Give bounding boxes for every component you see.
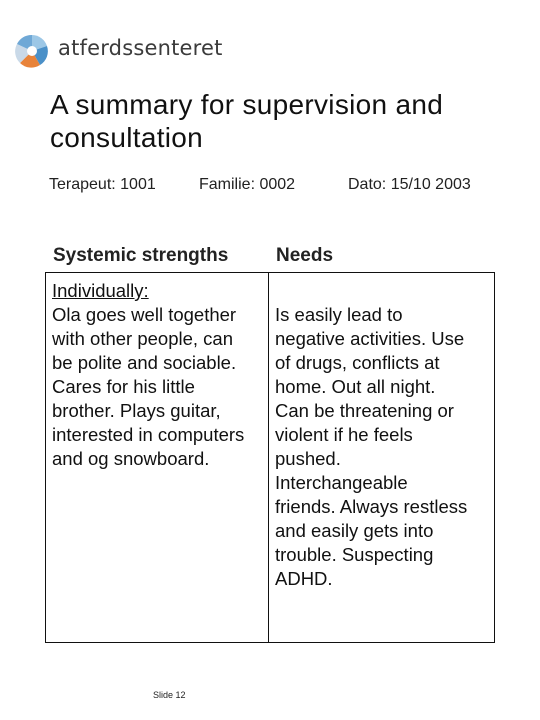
needs-line: trouble. Suspecting xyxy=(275,544,434,565)
page-title: A summary for supervision and consultation xyxy=(50,89,444,153)
needs-line: violent if he feels xyxy=(275,424,413,445)
needs-cell xyxy=(275,279,491,591)
slide-number: Slide 12 xyxy=(153,690,186,700)
family-label: Familie: 0002 xyxy=(199,176,296,193)
strengths-line: brother. Plays guitar, xyxy=(52,400,221,421)
column-divider xyxy=(268,273,269,642)
needs-line: negative activities. Use xyxy=(275,328,465,349)
brand-logo xyxy=(14,30,223,72)
needs-line: Interchangeable xyxy=(275,472,408,493)
needs-line: home. Out all night. xyxy=(275,376,436,397)
needs-heading: Needs xyxy=(276,245,334,266)
strengths-line: Ola goes well together xyxy=(52,304,237,325)
summary-table xyxy=(45,272,495,643)
strengths-line: Cares for his little xyxy=(52,376,195,397)
logo-wordmark: atferdssenteret xyxy=(58,36,223,60)
needs-line: ADHD. xyxy=(275,568,333,589)
strengths-line: interested in computers xyxy=(52,424,245,445)
strengths-line: and og snowboard. xyxy=(52,448,210,469)
needs-line: Is easily lead to xyxy=(275,304,403,325)
individually-subheading: Individually: xyxy=(52,280,149,301)
needs-line: friends. Always restless xyxy=(275,496,468,517)
needs-line: pushed. xyxy=(275,448,341,469)
therapist-label: Terapeut: 1001 xyxy=(49,176,156,193)
strengths-line: with other people, can xyxy=(52,328,234,349)
needs-line: of drugs, conflicts at xyxy=(275,352,440,373)
strengths-heading: Systemic strengths xyxy=(53,245,229,266)
pinwheel-logo-icon xyxy=(14,33,50,69)
date-label: Dato: 15/10 2003 xyxy=(348,176,471,193)
needs-line: and easily gets into xyxy=(275,520,434,541)
needs-line: Can be threatening or xyxy=(275,400,454,421)
strengths-cell xyxy=(52,279,266,471)
strengths-line: be polite and sociable. xyxy=(52,352,237,373)
